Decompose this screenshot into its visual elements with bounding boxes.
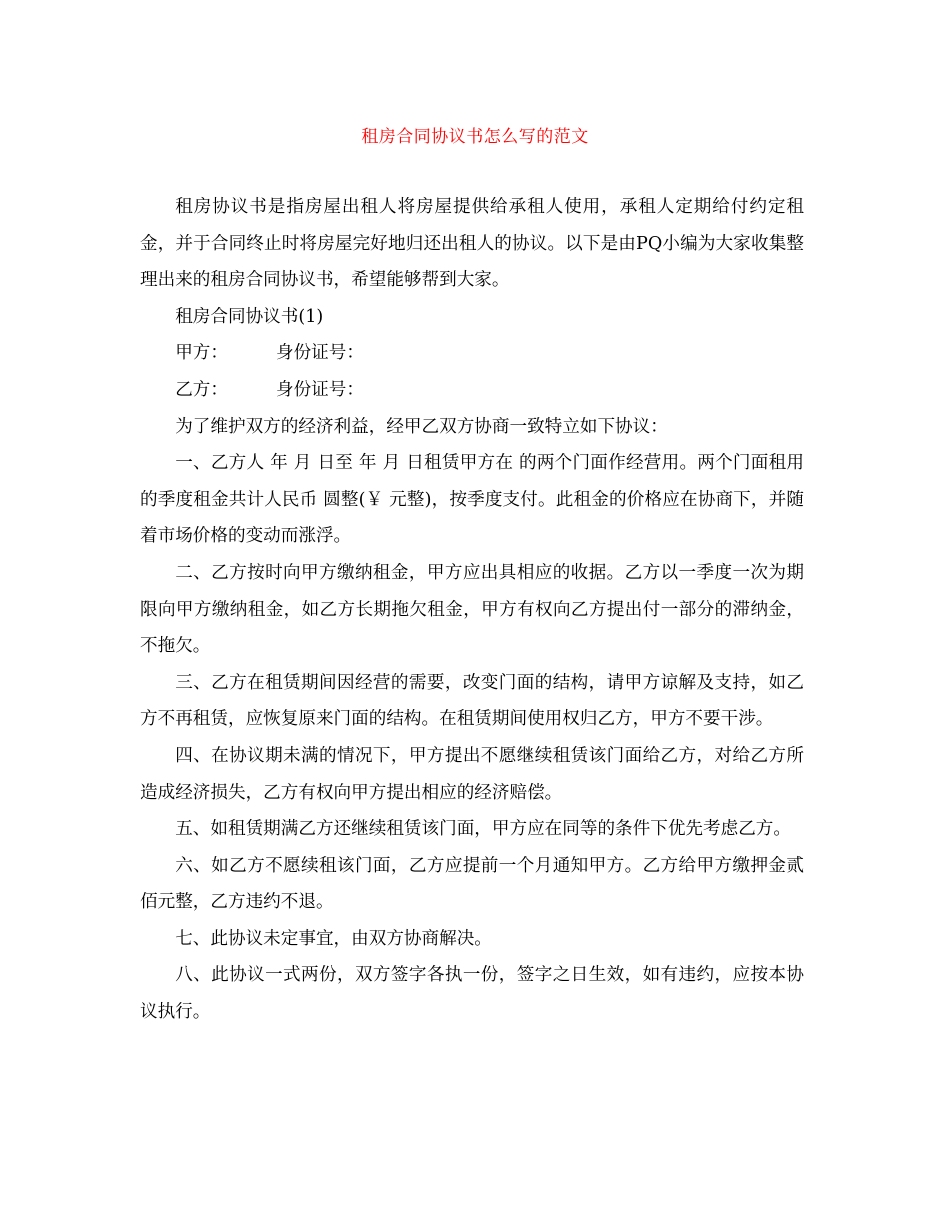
- clause-1: 一、乙方人 年 月 日至 年 月 日租赁甲方在 的两个门面作经营用。两个门面租用的季度租金共计人民币 圆整(￥ 元整)，按季度支付。此租金的价格应在协商下，并随着市场价格的变动而涨浮。: [140, 453, 804, 547]
- party-b-id-label: 身份证号：: [275, 379, 364, 400]
- intro-paragraph: 租房协议书是指房屋出租人将房屋提供给承租人使用，承租人定期给付约定租金，并于合同终止时将房屋完好地归还出租人的协议。以下是由PQ小编为大家收集整理出来的租房合同协议书，希望能够帮到大家。: [140, 197, 804, 291]
- document-body: [140, 189, 804, 1031]
- clause-5: 五、如租赁期满乙方还继续租赁该门面，甲方应在同等的条件下优先考虑乙方。: [175, 819, 791, 840]
- clause-4: 四、在协议期未满的情况下，甲方提出不愿继续租赁该门面给乙方，对给乙方所造成经济损失，乙方有权向甲方提出相应的经济赔偿。: [140, 745, 804, 803]
- party-a-line: [140, 335, 804, 372]
- preamble-paragraph: 为了维护双方的经济利益，经甲乙双方协商一致特立如下协议：: [175, 416, 668, 437]
- party-a-label: 甲方：: [175, 343, 228, 364]
- clause-2: 二、乙方按时向甲方缴纳租金，甲方应出具相应的收据。乙方以一季度一次为期限向甲方缴纳租金，如乙方长期拖欠租金，甲方有权向乙方提出付一部分的滞纳金，不拖欠。: [140, 562, 804, 657]
- clause-7: 七、此协议未定事宜，由双方协商解决。: [175, 928, 492, 949]
- party-a-id-label: 身份证号：: [275, 343, 364, 364]
- clause-3: 三、乙方在租赁期间因经营的需要，改变门面的结构，请甲方谅解及支持，如乙方不再租赁，应恢复原来门面的结构。在租赁期间使用权归乙方，甲方不要干涉。: [140, 672, 804, 730]
- party-b-line: [140, 372, 804, 409]
- party-b-label: 乙方：: [175, 379, 228, 400]
- clause-8: 八、此协议一式两份，双方签字各执一份，签字之日生效，如有违约，应按本协议执行。: [140, 965, 804, 1023]
- clause-6: 六、如乙方不愿续租该门面，乙方应提前一个月通知甲方。乙方给甲方缴押金贰佰元整，乙方违约不退。: [140, 855, 804, 913]
- document-title: 租房合同协议书怎么写的范文: [361, 127, 589, 147]
- contract-heading: 租房合同协议书(1): [175, 306, 324, 327]
